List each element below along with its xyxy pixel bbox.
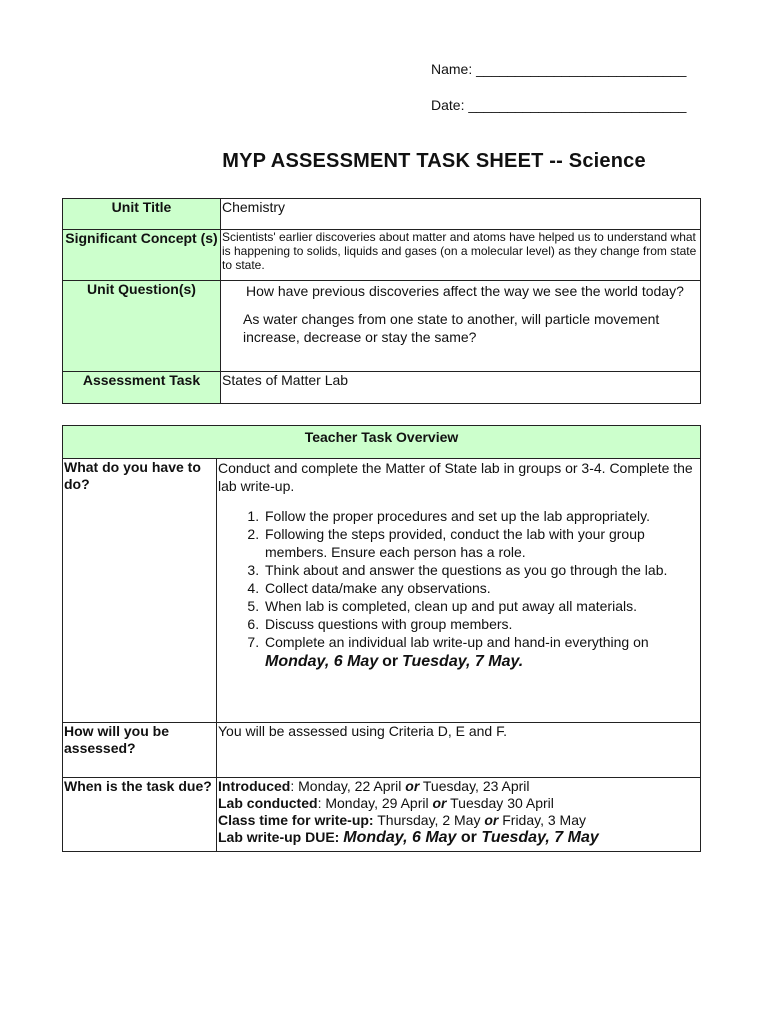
unit-question-2: As water changes from one state to another, will particle movement increase, decrease or stay the same? — [243, 311, 660, 345]
overview-table — [62, 425, 701, 852]
assess-value: You will be assessed using Criteria D, E and F. — [217, 723, 701, 778]
due-date-b: Tuesday, 7 May. — [402, 653, 524, 670]
when-row — [63, 778, 701, 852]
concept-row — [63, 230, 701, 281]
due-emphasis — [218, 652, 699, 671]
when-conducted-or: or — [432, 795, 447, 811]
overview-heading-row — [63, 426, 701, 459]
step-item: 2. Following the steps provided, conduct the lab with your group members. Ensure each person has a role. — [263, 525, 699, 561]
when-introduced — [218, 778, 699, 795]
when-conducted — [218, 795, 699, 812]
due-or: or — [382, 653, 399, 670]
question-cell — [221, 281, 701, 372]
when-introduced-b: Tuesday, 23 April — [419, 778, 530, 794]
what-label: What do you have to do? — [63, 459, 217, 723]
page-title: MYP ASSESSMENT TASK SHEET -- Science — [222, 150, 646, 172]
unit-table — [62, 198, 701, 404]
when-due-a: Monday, 6 May — [343, 829, 457, 846]
assess-row — [63, 723, 701, 778]
when-class-a: Thursday, 2 May — [373, 812, 485, 828]
when-class-label: Class time for write-up: — [218, 812, 374, 828]
when-class — [218, 812, 699, 829]
when-due-label: Lab write-up DUE: — [218, 829, 344, 845]
steps-list — [218, 507, 699, 651]
what-row — [63, 459, 701, 723]
question-label: Unit Question(s) — [63, 281, 221, 372]
unit-title-value: Chemistry — [221, 199, 701, 230]
task-row — [63, 372, 701, 404]
when-class-b: Friday, 3 May — [498, 812, 586, 828]
when-conducted-label: Lab conducted — [218, 795, 318, 811]
unit-title-row — [63, 199, 701, 230]
task-value: States of Matter Lab — [221, 372, 701, 404]
when-conducted-b: Tuesday 30 April — [446, 795, 554, 811]
concept-label: Significant Concept (s) — [63, 230, 221, 281]
when-introduced-a: : Monday, 22 April — [290, 778, 406, 794]
when-cell — [217, 778, 701, 852]
when-introduced-or: or — [405, 778, 420, 794]
name-line: Name: ___________________________ — [431, 61, 687, 77]
when-due — [218, 829, 699, 846]
unit-question-1: How have previous discoveries affect the way we see the world today? — [246, 283, 684, 299]
overview-heading: Teacher Task Overview — [63, 426, 701, 459]
when-class-or: or — [484, 812, 499, 828]
concept-value: Scientists' earlier discoveries about matter and atoms have helped us to understand what is happening to solids, liquids and gases (on a molecular level) as they change from state to state. — [221, 230, 701, 281]
step-item: 4. Collect data/make any observations. — [263, 579, 699, 597]
date-line: Date: ____________________________ — [431, 97, 687, 113]
question-row — [63, 281, 701, 372]
when-introduced-label: Introduced — [218, 778, 291, 794]
step-item: 5. When lab is completed, clean up and put away all materials. — [263, 597, 699, 615]
unit-title-label: Unit Title — [63, 199, 221, 230]
when-label: When is the task due? — [63, 778, 217, 852]
step-item: 6. Discuss questions with group members. — [263, 615, 699, 633]
step-item: 3. Think about and answer the questions as you go through the lab. — [263, 561, 699, 579]
what-intro: Conduct and complete the Matter of State lab in groups or 3-4. Complete the lab write-up. — [218, 460, 693, 494]
when-conducted-a: : Monday, 29 April — [317, 795, 433, 811]
due-date-a: Monday, 6 May — [265, 653, 379, 670]
what-cell — [217, 459, 701, 723]
step-item: 1. Follow the proper procedures and set up the lab appropriately. — [263, 507, 699, 525]
step-item: 7. Complete an individual lab write-up and hand-in everything on — [263, 633, 699, 651]
assess-label: How will you be assessed? — [63, 723, 217, 778]
task-label: Assessment Task — [63, 372, 221, 404]
when-due-or: or — [456, 829, 482, 846]
when-due-b: Tuesday, 7 May — [481, 829, 599, 846]
